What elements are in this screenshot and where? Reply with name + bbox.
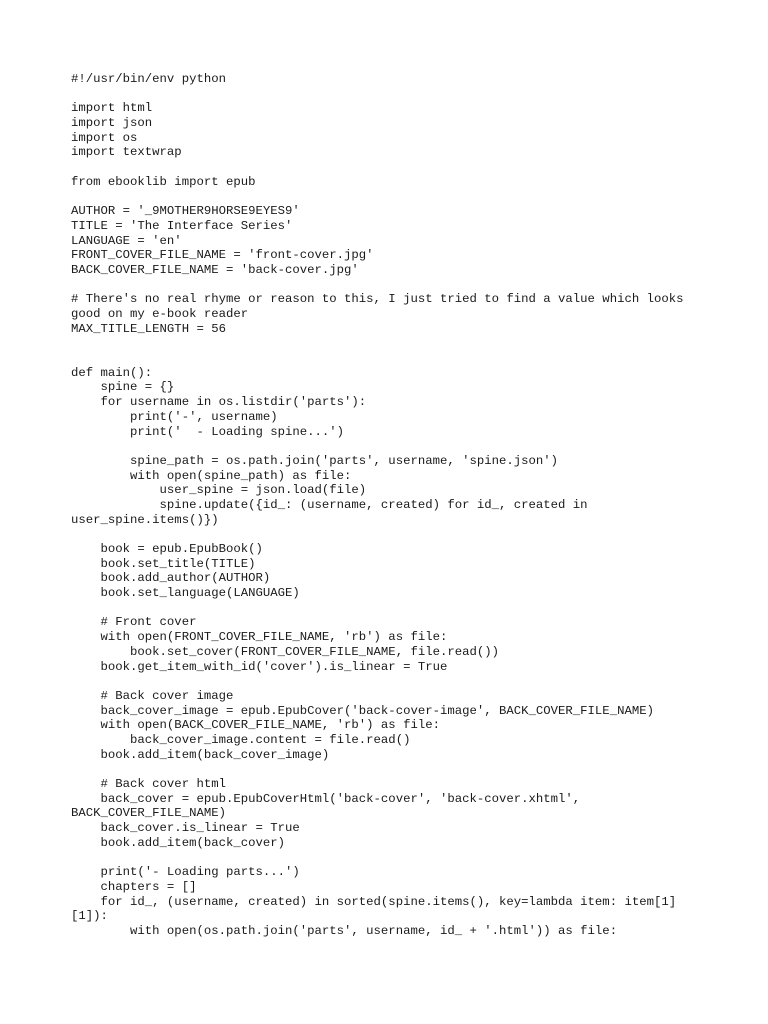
- code-listing: [71, 72, 711, 939]
- code-line: from ebooklib import epub: [71, 174, 256, 189]
- code-line: book.add_item(back_cover_image): [71, 747, 330, 762]
- code-line: #!/usr/bin/env python: [71, 72, 226, 86]
- code-line: import textwrap: [71, 145, 182, 160]
- code-line: for id_, (username, created) in sorted(spine.items(), key=lambda item: item[1]: [71, 894, 677, 909]
- code-line: [71, 850, 711, 865]
- code-line: def main():: [71, 365, 153, 380]
- code-line: LANGUAGE = 'en': [71, 233, 182, 248]
- code-line: [71, 190, 711, 205]
- code-line: user_spine = json.load(file): [71, 483, 367, 498]
- code-line: with open(spine_path) as file:: [71, 468, 352, 483]
- code-line: # There's no real rhyme or reason to this, I just tried to find a value which looks: [71, 292, 684, 307]
- code-line: back_cover_image.content = file.read(): [71, 732, 411, 747]
- code-line: book.add_item(back_cover): [71, 835, 286, 850]
- code-line: spine.update({id_: (username, created) for id_, created in: [71, 497, 588, 512]
- code-line: book.set_title(TITLE): [71, 556, 256, 571]
- code-line: BACK_COVER_FILE_NAME): [71, 806, 226, 821]
- code-line: [71, 439, 711, 454]
- code-line: BACK_COVER_FILE_NAME = 'back-cover.jpg': [71, 262, 359, 277]
- code-line: book = epub.EpubBook(): [71, 542, 263, 556]
- code-line: print('- Loading parts...'): [71, 865, 300, 880]
- code-line: # Front cover: [71, 615, 197, 630]
- code-line: [71, 601, 711, 616]
- code-line: book.get_item_with_id('cover').is_linear = True: [71, 659, 448, 674]
- code-line: spine_path = os.path.join('parts', username, 'spine.json'): [71, 453, 559, 468]
- code-line: import os: [71, 130, 138, 145]
- code-line: back_cover = epub.EpubCoverHtml('back-cover', 'back-cover.xhtml',: [71, 791, 581, 806]
- code-line: back_cover.is_linear = True: [71, 821, 300, 836]
- code-line: [71, 351, 711, 366]
- code-line: book.add_author(AUTHOR): [71, 571, 271, 586]
- code-line: AUTHOR = '_9MOTHER9HORSE9EYES9': [71, 204, 300, 219]
- code-line: book.set_cover(FRONT_COVER_FILE_NAME, file.read()): [71, 644, 500, 659]
- code-line: [71, 527, 711, 542]
- code-line: print(' - Loading spine...'): [71, 424, 345, 439]
- code-line: # Back cover html: [71, 777, 226, 791]
- code-line: with open(FRONT_COVER_FILE_NAME, 'rb') as file:: [71, 630, 448, 645]
- code-line: for username in os.listdir('parts'):: [71, 395, 367, 410]
- code-line: [71, 87, 711, 102]
- code-line: good on my e-book reader: [71, 307, 249, 321]
- code-line: [1]):: [71, 909, 108, 924]
- code-line: spine = {}: [71, 380, 175, 395]
- code-line: chapters = []: [71, 879, 197, 894]
- code-line: [71, 160, 711, 175]
- code-line: [71, 762, 711, 777]
- code-line: TITLE = 'The Interface Series': [71, 218, 293, 233]
- code-line: [71, 278, 711, 293]
- code-line: with open(os.path.join('parts', username, id_ + '.html')) as file:: [71, 923, 618, 938]
- code-line: back_cover_image = epub.EpubCover('back-cover-image', BACK_COVER_FILE_NAME): [71, 703, 654, 718]
- code-line: MAX_TITLE_LENGTH = 56: [71, 321, 226, 336]
- code-line: import json: [71, 116, 153, 131]
- code-line: # Back cover image: [71, 688, 234, 703]
- code-line: [71, 336, 711, 351]
- code-line: [71, 674, 711, 689]
- code-line: book.set_language(LANGUAGE): [71, 586, 300, 601]
- code-line: with open(BACK_COVER_FILE_NAME, 'rb') as file:: [71, 718, 440, 733]
- code-line: import html: [71, 101, 153, 116]
- code-line: FRONT_COVER_FILE_NAME = 'front-cover.jpg': [71, 248, 374, 263]
- code-line: print('-', username): [71, 409, 278, 424]
- code-line: user_spine.items()}): [71, 512, 219, 527]
